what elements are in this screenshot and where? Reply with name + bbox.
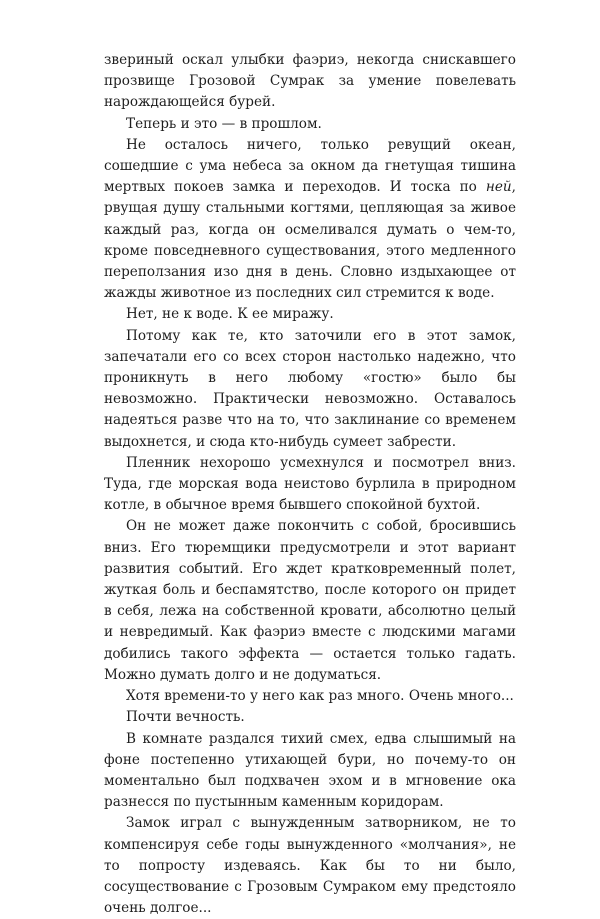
paragraph-3-start: Не осталось ничего, только ревущий океан, сошедшие с ума небеса за окном да гнетущая тишина мертвых покоев замка и переходов. И тоска по	[104, 136, 516, 196]
paragraph-9: Почти вечность.	[126, 709, 245, 726]
paragraph-7: Он не может даже покончить с собой, бросившись вниз. Его тюремщики предусмотрели и этот вариант развития событий. Его ждет кратковременный полет, жуткая боль и беспамятство, после которого он придет в себя, лежа на собственной кровати, абсолютно целый и невредимый. Как фаэриэ вместе с людскими магами добились такого эффекта — остается только гадать. Можно думать долго и не додуматься.	[104, 518, 516, 683]
paragraph-10: В комнате раздался тихий смех, едва слышимый на фоне постепенно утихающей бури, но почему-то он моментально был подхвачен эхом и в мгновение ока разнесся по пустынным каменным коридорам.	[104, 730, 516, 811]
paragraph-3-end: , рвущая душу стальными когтями, цепляющая за живое каждый раз, когда он осмеливался думать о чем-то, кроме повседневного существования, этого медленного переползания изо дня в день. Словно издыхающее от жажды животное из последних сил стремится к воде.	[104, 179, 516, 302]
paragraph-1: звериный оскал улыбки фаэриэ, некогда снискавшего прозвище Грозовой Сумрак за умение повелевать нарождающейся бурей.	[104, 52, 516, 111]
paragraph-3-emphasis: ней	[485, 179, 512, 196]
paragraph-5: Потому как те, кто заточили его в этот замок, запечатали его со всех сторон настолько надежно, что проникнуть в него любому «гостю» было бы невозможно. Практически невозможно. Оставалось надеяться разве что на то, что заклинание со временем выдохнется, и сюда кто-нибудь сумеет забрести.	[104, 327, 516, 450]
body-text	[104, 50, 516, 919]
paragraph-11: Замок играл с вынужденным затворником, не то компенсируя себе годы вынужденного «молчания», не то попросту издеваясь. Как бы то ни было, сосуществование с Грозовым Сумраком ему предстояло очень долгое...	[104, 815, 516, 917]
paragraph-8: Хотя времени-то у него как раз много. Очень много...	[126, 688, 514, 705]
paragraph-6: Пленник нехорошо усмехнулся и посмотрел вниз. Туда, где морская вода неистово бурлила в природном котле, в обычное время бывшего спокойной бухтой.	[104, 454, 516, 514]
paragraph-4: Нет, не к воде. К ее миражу.	[126, 306, 334, 323]
paragraph-2: Теперь и это — в прошлом.	[126, 115, 322, 132]
paragraph-3	[104, 135, 516, 305]
